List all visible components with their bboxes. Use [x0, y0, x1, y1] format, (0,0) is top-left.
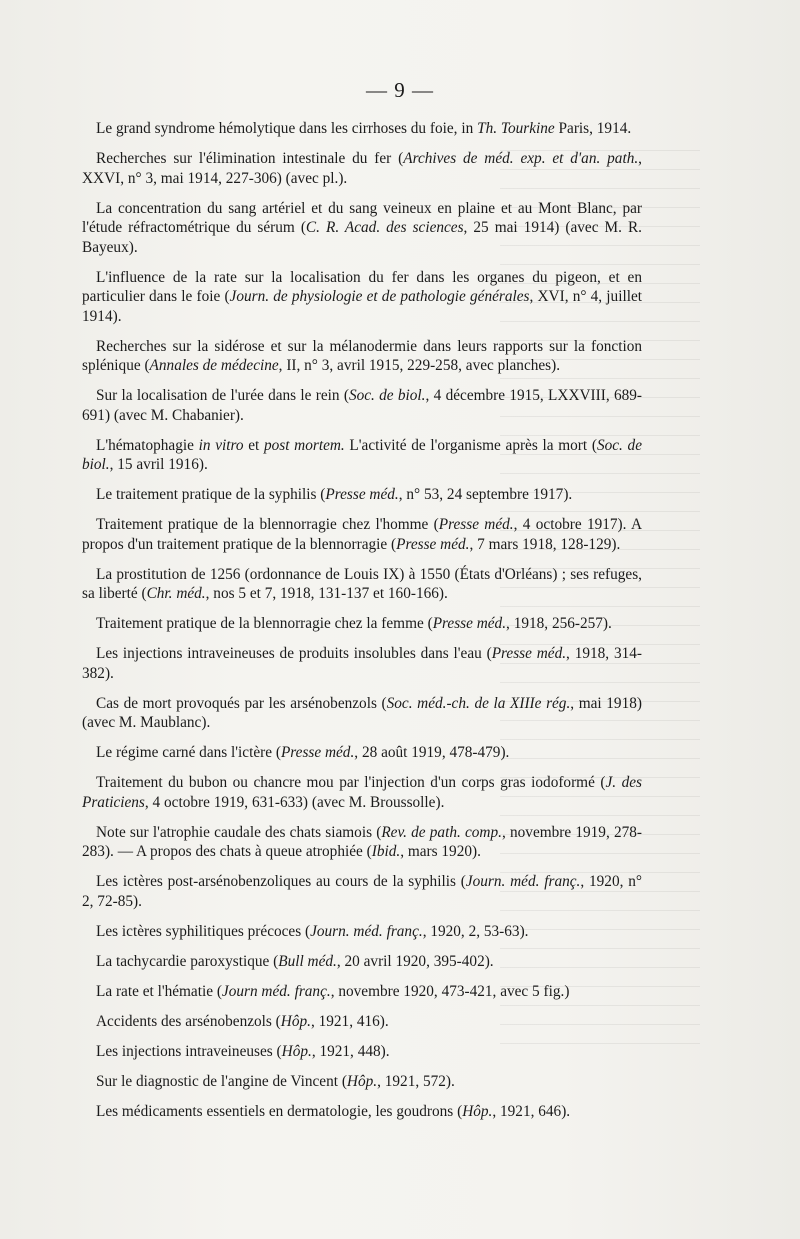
- entry-text: Traitement pratique de la blennorragie chez la femme (: [96, 615, 433, 632]
- entry-text: L'activité de l'organisme après la mort (: [344, 436, 597, 454]
- entry-text: Recherches sur l'élimination intestinale du fer (: [96, 150, 404, 167]
- bibliography-entry: [82, 565, 642, 604]
- entry-text: , 4 octobre 1919, 631-633) (avec M. Broussolle).: [144, 793, 445, 811]
- bibliography-entry: [82, 922, 642, 942]
- entry-text: Cas de mort provoqués par les arsénobenzols (: [96, 694, 387, 712]
- bibliography-entry: [82, 644, 642, 683]
- entry-source-italic: Presse méd.: [438, 516, 514, 533]
- entry-text: Les ictères syphilitiques précoces (: [96, 922, 311, 940]
- entry-source-italic: J. des Praticiens: [82, 774, 642, 811]
- bibliography-entry: [82, 119, 642, 139]
- entry-source-italic: Hôp.: [281, 1042, 312, 1060]
- bibliography-entry: [82, 515, 642, 554]
- entry-source-italic: Hôp.: [280, 1012, 311, 1030]
- bibliography-entry: [82, 614, 642, 634]
- entry-source-italic: Ibid.: [371, 843, 401, 860]
- entry-text: , 1921, 448).: [311, 1042, 390, 1060]
- entry-source-italic: Journ méd. franç.: [221, 982, 331, 1000]
- entry-text: , XXVI, n° 3, mai 1914, 227-306) (avec pl.).: [82, 150, 642, 187]
- entry-text: La prostitution de 1256 (ordonnance de Louis IX) à 1550 (États d'Orléans) ; ses refuges, sa liberté (: [82, 565, 642, 602]
- bibliography-entry: [82, 823, 642, 862]
- entry-text: Le traitement pratique de la syphilis (: [96, 486, 326, 503]
- entry-source-italic: C. R. Acad. des sciences: [305, 219, 464, 236]
- entry-source-italic: Rev. de path. comp.: [381, 823, 502, 841]
- entry-source-italic: Presse méd.: [325, 486, 399, 503]
- entry-text: La rate et l'hématie (: [96, 982, 222, 1000]
- entry-text: Sur la localisation de l'urée dans le rein (: [96, 387, 349, 404]
- entry-text: , novembre 1919, 278-283). — A propos des chats à queue atrophiée (: [82, 823, 643, 860]
- entry-text: Accidents des arsénobenzols (: [96, 1012, 281, 1030]
- entry-text: , 1920, 2, 53-63).: [422, 922, 529, 940]
- entry-text: , mai 1918) (avec M. Maublanc).: [82, 694, 642, 731]
- bibliography-entry: [82, 773, 642, 812]
- entry-source-italic: Soc. de biol.: [348, 387, 426, 404]
- entry-text: , 4 octobre 1917). A propos d'un traitement pratique de la blennorragie (: [82, 516, 642, 553]
- bibliography-entry: [82, 952, 642, 972]
- bibliography-entry: [82, 268, 642, 327]
- entry-text: , 1921, 646).: [492, 1102, 571, 1120]
- bibliography-entry: [82, 337, 642, 376]
- bibliography-entry: [82, 1072, 642, 1092]
- entry-text: Les injections intraveineuses de produits insolubles dans l'eau (: [96, 645, 492, 662]
- entry-source-italic: Bull méd.: [278, 952, 337, 970]
- bibliography-entry: [82, 149, 642, 188]
- entry-text: Les médicaments essentiels en dermatologie, les goudrons (: [96, 1102, 463, 1120]
- entry-source-italic: Chr. méd.: [146, 585, 206, 602]
- entry-text: , 1918, 314-382).: [82, 645, 642, 682]
- entry-text: Les injections intraveineuses (: [96, 1042, 282, 1060]
- entry-text: , 4 décembre 1915, LXXVIII, 689-691) (avec M. Chabanier).: [82, 387, 642, 424]
- entry-source-italic: Th. Tourkine: [477, 120, 555, 137]
- entry-text: , 7 mars 1918, 128-129).: [469, 535, 621, 553]
- entry-text: , 1921, 572).: [377, 1072, 455, 1090]
- entry-text: L'hématophagie: [96, 436, 199, 454]
- entry-source-italic: Presse méd.: [280, 744, 355, 761]
- entry-text: , 28 août 1919, 478-479).: [354, 744, 510, 761]
- entry-text: , 1918, 256-257).: [506, 615, 612, 632]
- entry-text: , 15 avril 1916).: [109, 456, 208, 473]
- bibliography-entry: [82, 386, 642, 425]
- entry-text: , novembre 1920, 473-421, avec 5 fig.): [330, 982, 570, 1000]
- bibliography-entry: [82, 694, 642, 733]
- entry-text: L'influence de la rate sur la localisation du fer dans les organes du pigeon, et en particulier dans le foie (: [82, 268, 642, 305]
- entry-text: , mars 1920).: [400, 843, 481, 860]
- bibliography-list: [82, 119, 642, 1132]
- entry-text: Traitement du bubon ou chancre mou par l'injection d'un corps gras iodoformé (: [96, 774, 606, 791]
- entry-source-italic: Hôp.: [346, 1072, 378, 1090]
- bibliography-entry: [82, 485, 642, 505]
- entry-source-italic: Soc. de biol.: [82, 436, 642, 473]
- entry-text: Note sur l'atrophie caudale des chats siamois (: [96, 823, 382, 841]
- entry-source-italic: Presse méd.: [396, 535, 470, 553]
- bibliography-entry: [82, 199, 642, 258]
- bibliography-entry: [82, 1012, 642, 1032]
- entry-text: , n° 53, 24 septembre 1917).: [398, 486, 573, 503]
- bibliography-entry: [82, 982, 642, 1002]
- entry-text: , XVI, n° 4, juillet 1914).: [82, 288, 642, 325]
- entry-text: Les ictères post-arsénobenzoliques au cours de la syphilis (: [96, 873, 466, 890]
- entry-text: La tachycardie paroxystique (: [96, 952, 279, 970]
- entry-text: , 20 avril 1920, 395-402).: [336, 952, 494, 970]
- entry-source-italic: post mortem.: [263, 436, 345, 454]
- entry-text: Sur le diagnostic de l'angine de Vincent (: [96, 1072, 347, 1090]
- entry-source-italic: Journ. méd. franç.: [310, 922, 423, 940]
- entry-text: , II, n° 3, avril 1915, 229-258, avec planches).: [278, 357, 561, 374]
- entry-source-italic: Soc. méd.-ch. de la XIIIe rég.: [386, 694, 571, 712]
- entry-text: et: [243, 436, 264, 454]
- entry-text: La concentration du sang artériel et du sang veineux en plaine et au Mont Blanc, par l'étude réfractométrique du sérum (: [82, 199, 642, 236]
- entry-source-italic: Annales de médecine: [149, 357, 279, 374]
- entry-source-italic: Presse méd.: [432, 615, 507, 632]
- entry-source-italic: in vitro: [198, 436, 244, 454]
- entry-text: Traitement pratique de la blennorragie chez l'homme (: [96, 516, 439, 533]
- entry-source-italic: Journ. de physiologie et de pathologie générales: [229, 288, 530, 305]
- entry-text: Recherches sur la sidérose et sur la mélanodermie dans leurs rapports sur la fonction splénique (: [82, 337, 642, 374]
- entry-text: Le régime carné dans l'ictère (: [96, 744, 281, 761]
- entry-source-italic: Archives de méd. exp. et d'an. path.: [403, 150, 639, 167]
- entry-text: , 1921, 416).: [310, 1012, 389, 1030]
- bibliography-entry: [82, 872, 642, 911]
- bibliography-entry: [82, 436, 642, 475]
- entry-text: , nos 5 et 7, 1918, 131-137 et 160-166).: [205, 585, 448, 602]
- page-number: — 9 —: [366, 78, 434, 102]
- bibliography-entry: [82, 1042, 642, 1062]
- entry-text: Le grand syndrome hémolytique dans les cirrhoses du foie, in: [96, 120, 478, 137]
- entry-text: , 1920, n° 2, 72-85).: [82, 873, 642, 910]
- entry-text: , 25 mai 1914) (avec M. R. Bayeux).: [82, 219, 642, 256]
- entry-source-italic: Hôp.: [462, 1102, 493, 1120]
- entry-source-italic: Journ. méd. franç.: [465, 873, 581, 890]
- bibliography-entry: [82, 1102, 642, 1122]
- bibliography-entry: [82, 743, 642, 763]
- entry-text: Paris, 1914.: [554, 120, 632, 137]
- entry-source-italic: Presse méd.: [491, 645, 567, 662]
